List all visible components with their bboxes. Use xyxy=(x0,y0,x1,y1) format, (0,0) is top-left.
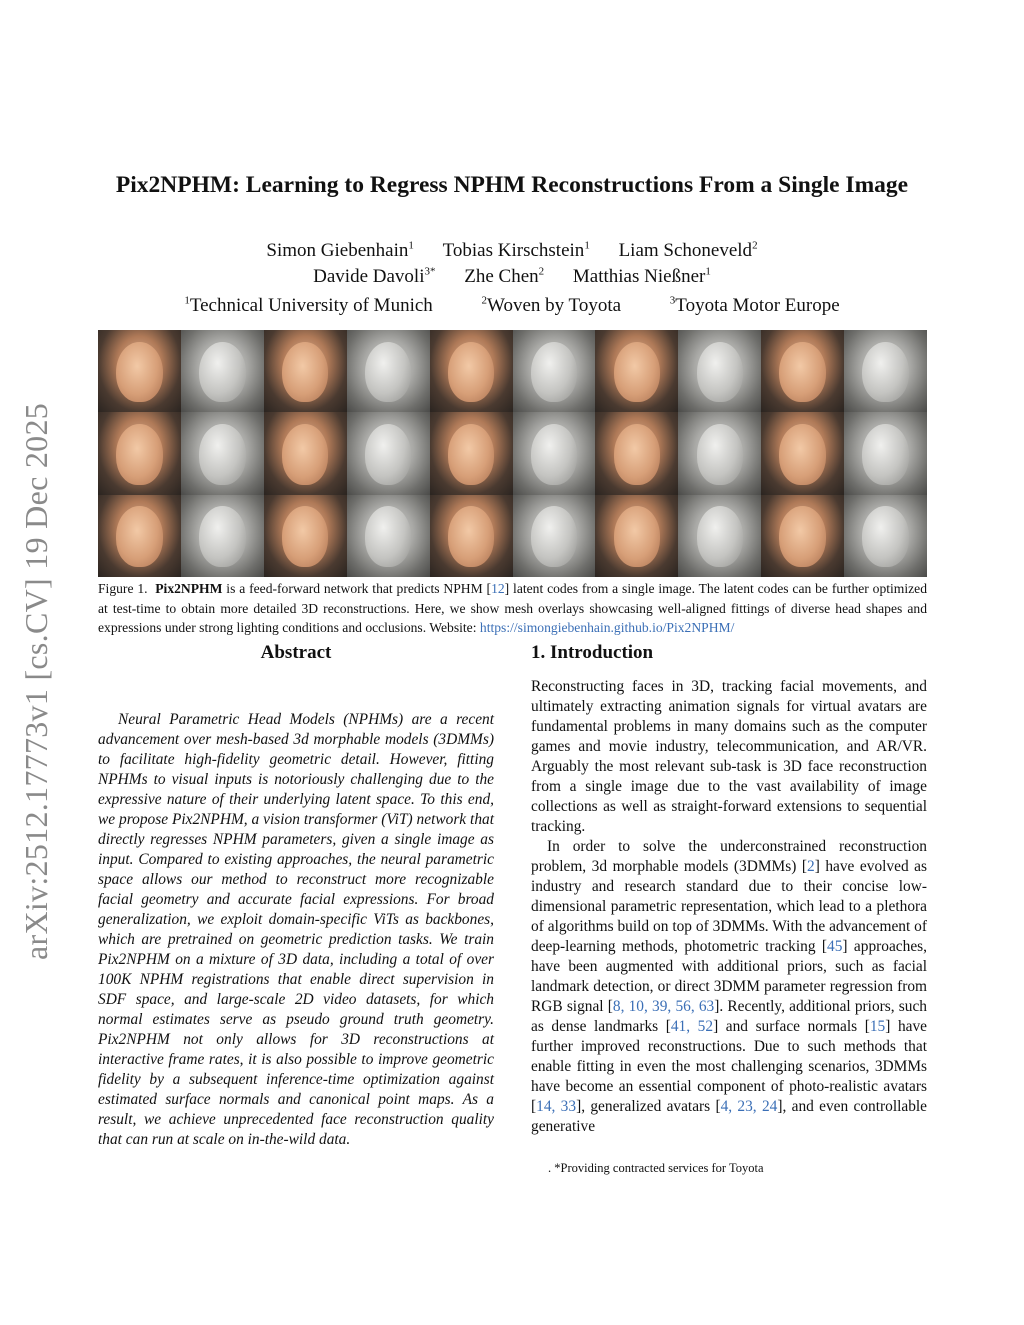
reconstructed-mesh-render xyxy=(844,495,927,577)
face-shape xyxy=(282,424,328,485)
input-face-photo xyxy=(264,412,347,494)
citation-link[interactable]: 15 xyxy=(869,1018,886,1035)
mesh-face-shape xyxy=(862,424,908,485)
affiliation-list xyxy=(0,295,1024,317)
author: Matthias Nießner$^1$ xyxy=(572,265,711,287)
reconstructed-mesh-render xyxy=(678,412,761,494)
mesh-face-shape xyxy=(365,506,411,567)
input-face-photo xyxy=(430,330,513,412)
mesh-face-shape xyxy=(365,424,411,485)
mesh-face-shape xyxy=(862,506,908,567)
paper-title: Pix2NPHM: Learning to Regress NPHM Reconstructions From a Single Image xyxy=(115,172,909,198)
input-face-photo xyxy=(761,495,844,577)
abstract-text: Neural Parametric Head Models (NPHMs) are a recent advancement over mesh-based 3d morphable models (3DMMs) to facilitate high-fidelity geometric detail. However, fitting NPHMs to visual inputs is notoriously challenging due to the expressive nature of their underlying latent space. To this end, we propose Pix2NPHM, a vision transformer (ViT) network that directly regresses NPHM parameters, given a single image as input. Compared to existing approaches, the neural parametric space allows our method to reconstruct more recognizable facial geometry and accurate facial expressions. For broad generalization, we exploit domain-specific ViTs as backbones, which are pretrained on geometric prediction tasks. We train Pix2NPHM on a mixture of 3D data, including a total of over 100K NPHM registrations that enable direct supervision in SDF space, and large-scale 2D video datasets, for which normal estimates serve as pseudo ground truth geometry. Pix2NPHM not only allows for 3D reconstructions at interactive frame rates, it is also possible to improve geometric fidelity by a subsequent inference-time optimization against estimated surface normals and canonical point maps. As a result, we achieve unprecedented face reconstruction quality that can run at scale on in-the-wild data. xyxy=(98,711,494,1148)
reconstructed-mesh-render xyxy=(181,412,264,494)
input-face-photo xyxy=(430,412,513,494)
website-link[interactable]: https://simongiebenhain.github.io/Pix2NPHM/ xyxy=(479,620,735,635)
author: Simon Giebenhain$^1$ xyxy=(266,239,414,261)
affiliation: $^2$Woven by Toyota xyxy=(481,294,622,316)
citation-link[interactable]: 8, 10, 39, 56, 63 xyxy=(612,998,715,1015)
citation-link[interactable]: 12 xyxy=(491,581,505,596)
mesh-face-shape xyxy=(365,342,411,403)
input-face-photo xyxy=(595,495,678,577)
affiliation: $^1$Technical University of Munich xyxy=(184,294,433,316)
arxiv-identifier-stamp: arXiv:2512.17773v1 [cs.CV] 19 Dec 2025 xyxy=(18,402,54,960)
figure-caption: Figure 1. Pix2NPHM is a feed-forward network that predicts NPHM [12] latent codes from a single image. The latent codes can be further optimized at test-time to obtain more detailed 3D reconstructions. Here, we show mesh overlays showcasing well-aligned fittings of diverse head shapes and expressions under strong lighting conditions and occlusions. Website: https://simongiebenhain.github.io/Pix2NPHM/ xyxy=(98,581,928,635)
footnote: . *Providing contracted services for Toyota xyxy=(548,1161,764,1175)
reconstructed-mesh-render xyxy=(844,412,927,494)
author: Tobias Kirschstein$^1$ xyxy=(442,239,590,261)
reconstructed-mesh-render xyxy=(678,330,761,412)
mesh-face-shape xyxy=(199,424,245,485)
face-shape xyxy=(282,342,328,403)
face-shape xyxy=(282,506,328,567)
input-face-photo xyxy=(264,495,347,577)
introduction-text xyxy=(531,677,927,1137)
citation-link[interactable]: 45 xyxy=(827,938,843,955)
author-row-1 xyxy=(0,238,1024,264)
author: Liam Schoneveld$^2$ xyxy=(618,239,758,261)
mesh-face-shape xyxy=(199,506,245,567)
face-shape xyxy=(779,342,825,403)
intro-paragraph-1: Reconstructing faces in 3D, tracking facial movements, and ultimately extracting animation signals for virtual avatars are fundamental problems in many domains such as the computer games and movie industry, telecommunication, and AR/VR. Arguably the most relevant sub-task is 3D face reconstruction from a single image due to the vast availability of image collections as well as straight-forward extensions to sequential tracking. xyxy=(531,678,927,835)
mesh-face-shape xyxy=(531,506,577,567)
input-face-photo xyxy=(761,412,844,494)
mesh-face-shape xyxy=(199,342,245,403)
face-shape xyxy=(448,506,494,567)
input-face-photo xyxy=(430,495,513,577)
mesh-face-shape xyxy=(531,342,577,403)
reconstructed-mesh-render xyxy=(181,330,264,412)
face-shape xyxy=(116,424,162,485)
reconstructed-mesh-render xyxy=(181,495,264,577)
input-face-photo xyxy=(98,412,181,494)
input-face-photo xyxy=(761,330,844,412)
input-face-photo xyxy=(595,330,678,412)
intro-paragraph-2: In order to solve the underconstrained reconstruction problem, 3d morphable models (3DMMs) [2] have evolved as industry and research standard due to their concise low-dimensional parametric representation, which lead to a plethora of algorithms build on top of 3DMMs. With the advancement of deep-learning methods, photometric tracking [45] approaches, have been augmented with additional priors, such as facial landmark detection, or direct 3DMM parameter regression from RGB signal [8, 10, 39, 56, 63]. Recently, additional priors, such as dense landmarks [41, 52] and surface normals [15] have further improved reconstructions. Due to such methods that enable fitting in even the most challenging scenarios, 3DMMs have become an essential component of photo-realistic avatars [14, 33], generalized avatars [4, 23, 24], and even controllable generative xyxy=(531,838,928,1135)
reconstructed-mesh-render xyxy=(513,330,596,412)
input-face-photo xyxy=(98,495,181,577)
citation-link[interactable]: 2 xyxy=(806,858,815,875)
face-shape xyxy=(779,424,825,485)
face-shape xyxy=(116,342,162,403)
face-shape xyxy=(614,424,660,485)
input-face-photo xyxy=(98,330,181,412)
author-row-2 xyxy=(0,264,1024,290)
author-list xyxy=(0,238,1024,290)
abstract-heading: Abstract xyxy=(260,642,332,663)
reconstructed-mesh-render xyxy=(513,495,596,577)
teaser-figure-grid xyxy=(98,330,927,577)
mesh-face-shape xyxy=(862,342,908,403)
input-face-photo xyxy=(595,412,678,494)
author: Davide Davoli$^{3*}$ xyxy=(313,265,436,287)
input-face-photo xyxy=(264,330,347,412)
face-shape xyxy=(448,342,494,403)
mesh-face-shape xyxy=(697,342,743,403)
reconstructed-mesh-render xyxy=(513,412,596,494)
face-shape xyxy=(448,424,494,485)
author: Zhe Chen$^2$ xyxy=(464,265,545,287)
reconstructed-mesh-render xyxy=(347,412,430,494)
face-shape xyxy=(614,506,660,567)
citation-link[interactable]: 14, 33 xyxy=(536,1098,577,1115)
face-shape xyxy=(614,342,660,403)
reconstructed-mesh-render xyxy=(844,330,927,412)
affiliation: $^3$Toyota Motor Europe xyxy=(669,294,840,316)
reconstructed-mesh-render xyxy=(678,495,761,577)
reconstructed-mesh-render xyxy=(347,330,430,412)
face-shape xyxy=(779,506,825,567)
citation-link[interactable]: 4, 23, 24 xyxy=(720,1098,778,1115)
reconstructed-mesh-render xyxy=(347,495,430,577)
mesh-face-shape xyxy=(531,424,577,485)
citation-link[interactable]: 41, 52 xyxy=(670,1018,714,1035)
face-shape xyxy=(116,506,162,567)
mesh-face-shape xyxy=(697,506,743,567)
introduction-heading: 1. Introduction xyxy=(531,642,654,663)
mesh-face-shape xyxy=(697,424,743,485)
